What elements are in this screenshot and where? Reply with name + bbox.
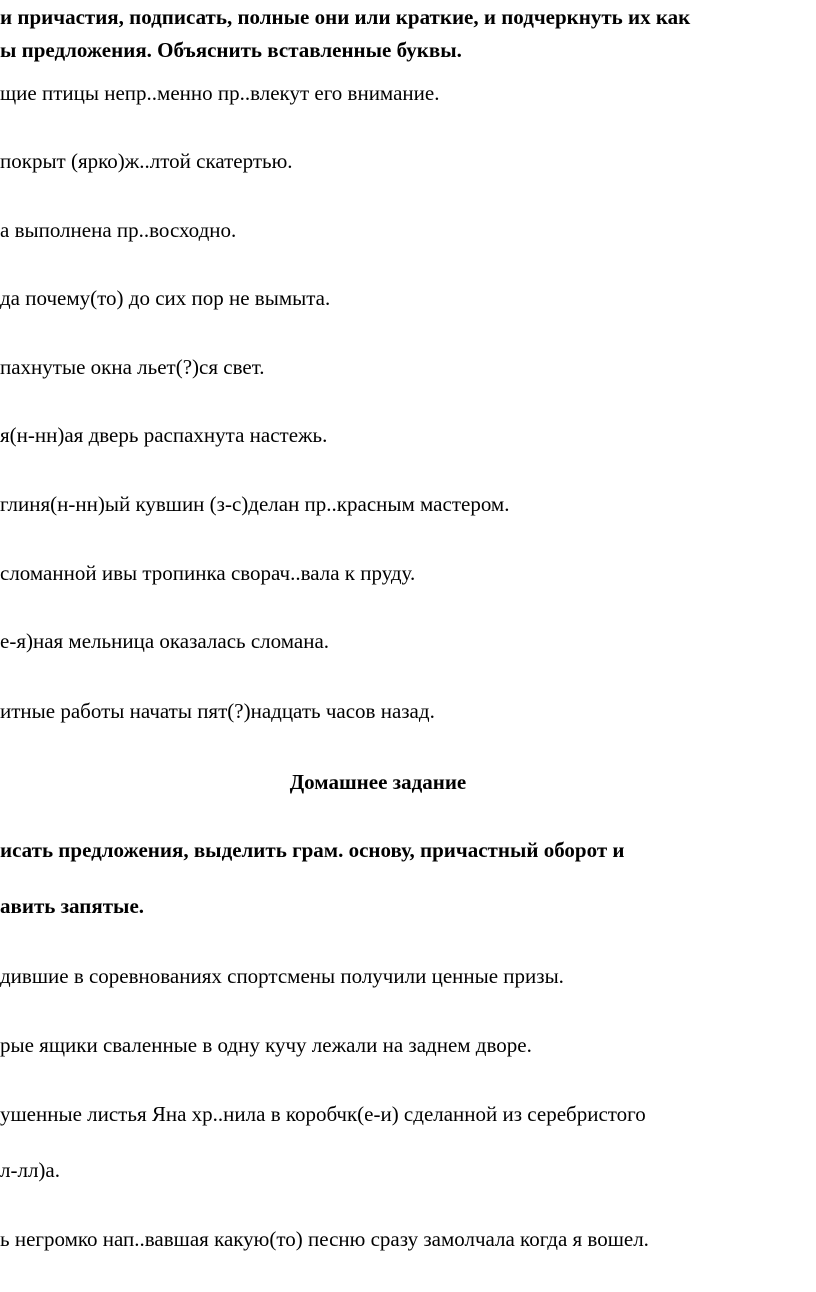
task1-sentence: я(н-нн)ая дверь распахнута настежь.: [0, 423, 328, 447]
homework-sentence: ушенные листья Яна хр..нила в коробчк(е-и) сделанной из серебристого: [0, 1102, 646, 1126]
homework-instruction-line2: авить запятые.: [0, 894, 145, 918]
task1-sentence: пахнутые окна льет(?)ся свет.: [0, 355, 265, 379]
task1-sentence: да почему(то) до сих пор не вымыта.: [0, 286, 331, 310]
homework-sentence: рые ящики сваленные в одну кучу лежали на заднем дворе.: [0, 1033, 532, 1057]
task1-sentence: сломанной ивы тропинка сворач..вала к пруду.: [0, 561, 416, 585]
task1-header-line2: ы предложения. Объяснить вставленные буквы.: [0, 38, 462, 62]
homework-instruction-line1: исать предложения, выделить грам. основу, причастный оборот и: [0, 838, 625, 862]
homework-sentence: л-лл)а.: [0, 1158, 60, 1182]
task1-sentence: покрыт (ярко)ж..лтой скатертью.: [0, 149, 293, 173]
homework-sentence: дившие в соревнованиях спортсмены получили ценные призы.: [0, 964, 564, 988]
task1-sentence: щие птицы непр..менно пр..влекут его внимание.: [0, 81, 440, 105]
homework-title: Домашнее задание: [289, 770, 467, 794]
task1-sentence: е-я)ная мельница оказалась сломана.: [0, 629, 330, 653]
task1-sentence: глиня(н-нн)ый кувшин (з-с)делан пр..красным мастером.: [0, 492, 510, 516]
task1-sentence: а выполнена пр..восходно.: [0, 218, 237, 242]
task1-header-line1: и причастия, подписать, полные они или краткие, и подчеркнуть их как: [0, 5, 691, 29]
task1-sentence: итные работы начаты пят(?)надцать часов назад.: [0, 699, 435, 723]
homework-sentence: ь негромко нап..вавшая какую(то) песню сразу замолчала когда я вошел.: [0, 1227, 649, 1251]
